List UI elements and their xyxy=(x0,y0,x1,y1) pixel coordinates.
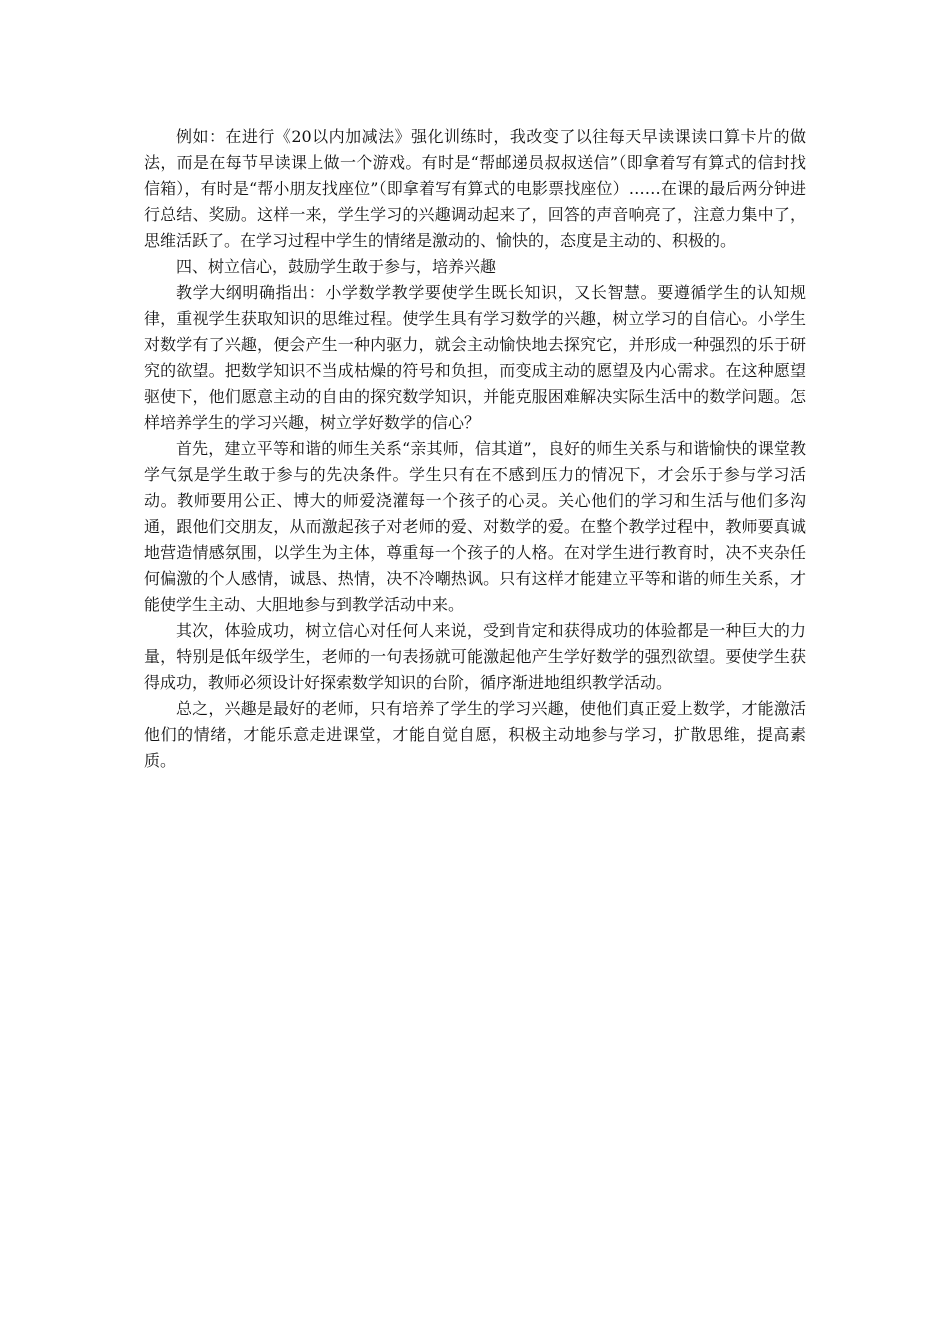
paragraph-conclusion: 总之，兴趣是最好的老师，只有培养了学生的学习兴趣，使他们真正爱上数学，才能激活他们的情绪，才能乐意走进课堂，才能自觉自愿，积极主动地参与学习，扩散思维，提高素质。 xyxy=(144,699,806,770)
paragraph-syllabus: 教学大纲明确指出：小学数学教学要使学生既长知识，又长智慧。要遵循学生的认知规律，重视学生获取知识的思维过程。使学生具有学习数学的兴趣，树立学习的自信心。小学生对数学有了兴趣，便会产生一种内驱力，就会主动愉快地去探究它，并形成一种强烈的乐于研究的欲望。把数学知识不当成枯燥的符号和负担，而变成主动的愿望及内心需求。在这种愿望驱使下，他们愿意主动的自由的探究数学知识，并能克服困难解决实际生活中的数学问题。怎样培养学生的学习兴趣，树立学好数学的信心？ xyxy=(144,283,806,432)
paragraph-first: 首先，建立平等和谐的师生关系“亲其师，信其道”，良好的师生关系与和谐愉快的课堂教学气氛是学生敢于参与的先决条件。学生只有在不感到压力的情况下，才会乐于参与学习活动。教师要用公正、博大的师爱浇灌每一个孩子的心灵。关心他们的学习和生活与他们多沟通，跟他们交朋友，从而激起孩子对老师的爱、对数学的爱。在整个教学过程中，教师要真诚地营造情感氛围，以学生为主体，尊重每一个孩子的人格。在对学生进行教育时，决不夹杂任何偏激的个人感情，诚恳、热情，决不冷嘲热讽。只有这样才能建立平等和谐的师生关系，才能使学生主动、大胆地参与到教学活动中来。 xyxy=(144,439,806,614)
paragraph-example: 例如：在进行《20以内加减法》强化训练时，我改变了以往每天早读课读口算卡片的做法，而是在每节早读课上做一个游戏。有时是“帮邮递员叔叔送信”（即拿着写有算式的信封找信箱），有时是“帮小朋友找座位”（即拿着写有算式的电影票找座位）……在课的最后两分钟进行总结、奖励。这样一来，学生学习的兴趣调动起来了，回答的声音响亮了，注意力集中了，思维活跃了。在学习过程中学生的情绪是激动的、愉快的，态度是主动的、积极的。 xyxy=(144,127,806,250)
document-body xyxy=(144,124,806,774)
paragraph-second: 其次，体验成功，树立信心对任何人来说，受到肯定和获得成功的体验都是一种巨大的力量，特别是低年级学生，老师的一句表扬就可能激起他产生学好数学的强烈欲望。要使学生获得成功，教师必须设计好探索数学知识的台阶，循序渐进地组织教学活动。 xyxy=(144,621,806,692)
section-heading: 四、树立信心，鼓励学生敢于参与，培养兴趣 xyxy=(176,257,497,276)
